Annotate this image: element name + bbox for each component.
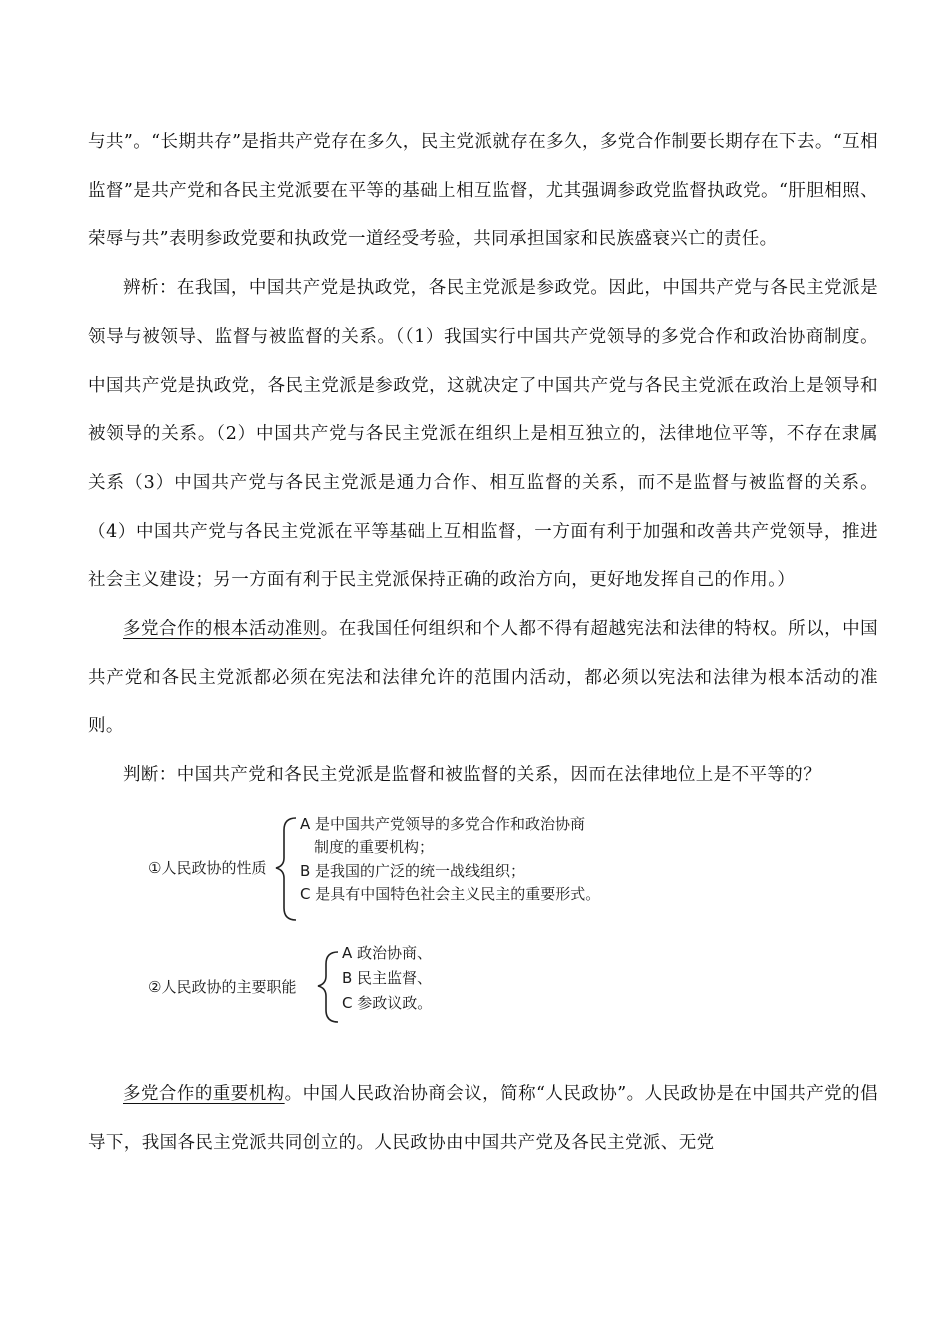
paragraph-important-institution xyxy=(88,1070,878,1167)
paragraph-long-term-coexistence: 与共”。“长期共存”是指共产党存在多久，民主党派就存在多久，多党合作制要长期存在下去。“互相监督”是共产党和各民主党派要在平等的基础上相互监督，尤其强调参政党监督执政党。“肝胆相照、荣辱与共”表明参政党要和执政党一道经受考验，共同承担国家和民族盛衰兴亡的责任。 xyxy=(88,132,878,250)
diagram-nature-item-a-cont: 制度的重要机构； xyxy=(314,837,435,856)
diagram-functions-item-c: C 参政议政。 xyxy=(342,993,433,1012)
cppcc-diagram xyxy=(88,800,878,1062)
important-institution-text: 。中国人民政治协商会议，简称“人民政协”。人民政协是在中国共产党的倡导下，我国各民主党派共同创立的。人民政协由中国共产党及各民主党派、无党 xyxy=(88,1083,878,1153)
diagram-functions-item-a: A 政治协商、 xyxy=(342,943,433,962)
diagram-nature-item-b: B 是我国的广泛的统一战线组织； xyxy=(300,861,526,880)
paragraph-judgment: 判断：中国共产党和各民主党派是监督和被监督的关系，因而在法律地位上是不平等的？ xyxy=(123,765,822,786)
diagram-braces xyxy=(88,800,878,1062)
activity-principle-text: 。在我国任何组织和个人都不得有超越宪法和法律的特权。所以，中国共产党和各民主党派都必须在宪法和法律允许的范围内活动，都必须以宪法和法律为根本活动的准则。 xyxy=(88,619,878,737)
brace-nature xyxy=(276,818,296,920)
diagram-nature-item-c: C 是具有中国特色社会主义民主的重要形式。 xyxy=(300,884,601,903)
paragraph-analysis: 辨析：在我国，中国共产党是执政党，各民主党派是参政党。因此，中国共产党与各民主党派是领导与被领导、监督与被监督的关系。（（1）我国实行中国共产党领导的多党合作和政治协商制度。中国共产党是执政党，各民主党派是参政党，这就决定了中国共产党与各民主党派在政治上是领导和被领导的关系。（2）中国共产党与各民主党派在组织上是相互独立的，法律地位平等，不存在隶属关系（3）中国共产党与各民主党派是通力合作、相互监督的关系，而不是监督与被监督的关系。（4）中国共产党与各民主党派在平等基础上互相监督，一方面有利于加强和改善共产党领导，推进社会主义建设；另一方面有利于民主党派保持正确的政治方向，更好地发挥自己的作用。） xyxy=(88,278,878,591)
diagram-nature-item-a: A 是中国共产党领导的多党合作和政治协商 xyxy=(300,814,586,833)
document-page xyxy=(88,118,878,1167)
brace-functions xyxy=(318,952,338,1022)
paragraph-activity-principle xyxy=(88,605,878,751)
heading-activity-principle: 多党合作的根本活动准则 xyxy=(123,619,321,640)
diagram-functions-item-b: B 民主监督、 xyxy=(342,968,433,987)
diagram-functions-title: ②人民政协的主要职能 xyxy=(148,977,297,996)
heading-important-institution: 多党合作的重要机构 xyxy=(123,1083,285,1104)
diagram-nature-title: ①人民政协的性质 xyxy=(148,858,267,877)
